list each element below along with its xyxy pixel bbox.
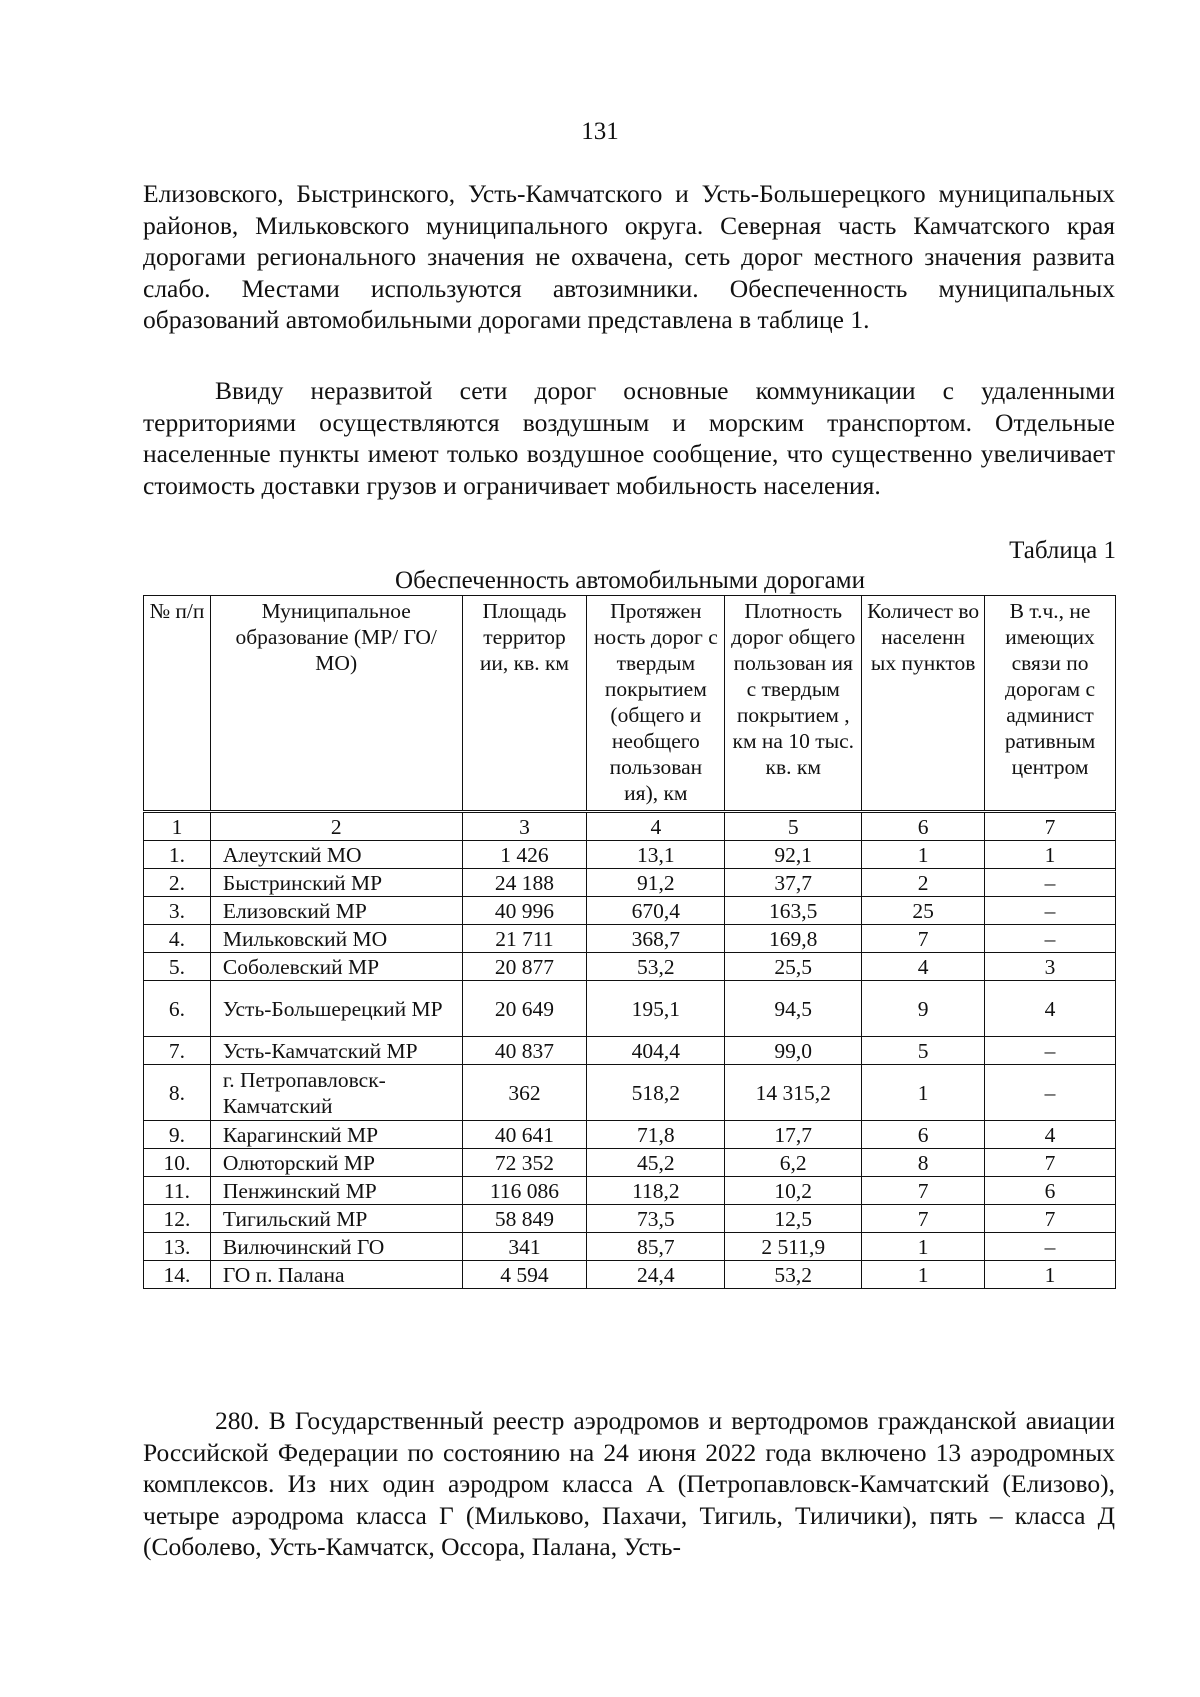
area-value: 4 594 [462, 1261, 587, 1289]
table-row [144, 981, 1116, 1037]
no-road-link-value: 4 [985, 1121, 1116, 1149]
settlements-value: 9 [862, 981, 985, 1037]
no-road-link-value: 7 [985, 1149, 1116, 1177]
settlements-value: 1 [862, 1233, 985, 1261]
municipality-name: Олюторский МР [210, 1149, 462, 1177]
row-number: 7. [144, 1037, 211, 1065]
table-row [144, 1121, 1116, 1149]
road-length-value: 670,4 [587, 897, 725, 925]
header-municipality: Муниципальное образование (МР/ ГО/МО) [210, 596, 462, 812]
area-value: 58 849 [462, 1205, 587, 1233]
road-density-value: 14 315,2 [725, 1065, 862, 1121]
table-row [144, 925, 1116, 953]
column-number: 2 [210, 812, 462, 841]
municipality-name: Усть-Большерецкий МР [210, 981, 462, 1037]
column-number: 1 [144, 812, 211, 841]
no-road-link-value: 4 [985, 981, 1116, 1037]
header-no-road-link: В т.ч., не имеющих связи по дорогам с админист ративным центром [985, 596, 1116, 812]
road-length-value: 518,2 [587, 1065, 725, 1121]
area-value: 20 649 [462, 981, 587, 1037]
road-density-value: 169,8 [725, 925, 862, 953]
area-value: 40 996 [462, 897, 587, 925]
row-number: 10. [144, 1149, 211, 1177]
settlements-value: 7 [862, 1177, 985, 1205]
no-road-link-value: – [985, 1233, 1116, 1261]
no-road-link-value: – [985, 925, 1116, 953]
column-number: 3 [462, 812, 587, 841]
no-road-link-value: 1 [985, 1261, 1116, 1289]
municipality-name: Пенжинский МР [210, 1177, 462, 1205]
settlements-value: 7 [862, 1205, 985, 1233]
table-header-row [144, 596, 1116, 812]
table-row [144, 841, 1116, 869]
road-density-value: 12,5 [725, 1205, 862, 1233]
header-num: № п/п [144, 596, 211, 812]
road-density-value: 17,7 [725, 1121, 862, 1149]
table-row [144, 897, 1116, 925]
table-row [144, 1065, 1116, 1121]
municipality-name: Карагинский МР [210, 1121, 462, 1149]
road-density-value: 99,0 [725, 1037, 862, 1065]
table-row [144, 953, 1116, 981]
municipality-name: Мильковский МО [210, 925, 462, 953]
table-row [144, 1233, 1116, 1261]
municipality-name: Елизовский МР [210, 897, 462, 925]
area-value: 24 188 [462, 869, 587, 897]
road-density-value: 6,2 [725, 1149, 862, 1177]
no-road-link-value: 3 [985, 953, 1116, 981]
settlements-value: 6 [862, 1121, 985, 1149]
table-row [144, 1205, 1116, 1233]
header-road-length: Протяжен ность дорог с твердым покрытием (общего и необщего пользован ия), км [587, 596, 725, 812]
column-number-row [144, 812, 1116, 841]
area-value: 40 837 [462, 1037, 587, 1065]
settlements-value: 1 [862, 841, 985, 869]
road-length-value: 368,7 [587, 925, 725, 953]
table-row [144, 1149, 1116, 1177]
settlements-value: 1 [862, 1261, 985, 1289]
no-road-link-value: – [985, 1065, 1116, 1121]
header-area: Площадь территор ии, кв. км [462, 596, 587, 812]
municipality-name: Тигильский МР [210, 1205, 462, 1233]
municipality-name: Усть-Камчатский МР [210, 1037, 462, 1065]
roads-table [143, 595, 1116, 1289]
road-density-value: 94,5 [725, 981, 862, 1037]
table-row [144, 1177, 1116, 1205]
road-density-value: 2 511,9 [725, 1233, 862, 1261]
road-length-value: 13,1 [587, 841, 725, 869]
row-number: 1. [144, 841, 211, 869]
area-value: 1 426 [462, 841, 587, 869]
row-number: 11. [144, 1177, 211, 1205]
column-number: 4 [587, 812, 725, 841]
row-number: 8. [144, 1065, 211, 1121]
row-number: 5. [144, 953, 211, 981]
area-value: 362 [462, 1065, 587, 1121]
municipality-name: ГО п. Палана [210, 1261, 462, 1289]
no-road-link-value: – [985, 1037, 1116, 1065]
row-number: 4. [144, 925, 211, 953]
road-length-value: 71,8 [587, 1121, 725, 1149]
area-value: 40 641 [462, 1121, 587, 1149]
column-number: 7 [985, 812, 1116, 841]
header-settlements: Количест во населенн ых пунктов [862, 596, 985, 812]
road-density-value: 10,2 [725, 1177, 862, 1205]
road-density-value: 37,7 [725, 869, 862, 897]
municipality-name: г. Петропавловск-Камчатский [210, 1065, 462, 1121]
row-number: 13. [144, 1233, 211, 1261]
area-value: 72 352 [462, 1149, 587, 1177]
road-density-value: 53,2 [725, 1261, 862, 1289]
settlements-value: 7 [862, 925, 985, 953]
no-road-link-value: 1 [985, 841, 1116, 869]
no-road-link-value: – [985, 869, 1116, 897]
area-value: 20 877 [462, 953, 587, 981]
table-row [144, 869, 1116, 897]
settlements-value: 8 [862, 1149, 985, 1177]
area-value: 21 711 [462, 925, 587, 953]
row-number: 2. [144, 869, 211, 897]
table-label: Таблица 1 [1009, 537, 1116, 564]
row-number: 14. [144, 1261, 211, 1289]
paragraph-3: 280. В Государственный реестр аэродромов и вертодромов гражданской авиации Российской Федерации по состоянию на 24 июня 2022 года включено 13 аэродромных комплексов. Из них один аэродром класса А (Петропавловск-Камчатский (Елизово), четыре аэродрома класса Г (Мильково, Пахачи, Тигиль, Тиличики), пять – класса Д (Соболево, Усть-Камчатск, Оссора, Палана, Усть- [143, 1406, 1115, 1561]
road-length-value: 73,5 [587, 1205, 725, 1233]
header-road-density: Плотность дорог общего пользован ия с твердым покрытием , км на 10 тыс. кв. км [725, 596, 862, 812]
road-length-value: 85,7 [587, 1233, 725, 1261]
settlements-value: 4 [862, 953, 985, 981]
road-length-value: 53,2 [587, 953, 725, 981]
no-road-link-value: – [985, 897, 1116, 925]
page-number: 131 [581, 118, 619, 145]
road-length-value: 404,4 [587, 1037, 725, 1065]
settlements-value: 1 [862, 1065, 985, 1121]
road-length-value: 118,2 [587, 1177, 725, 1205]
no-road-link-value: 7 [985, 1205, 1116, 1233]
municipality-name: Алеутский МО [210, 841, 462, 869]
column-number: 6 [862, 812, 985, 841]
road-density-value: 92,1 [725, 841, 862, 869]
row-number: 12. [144, 1205, 211, 1233]
table-row [144, 1261, 1116, 1289]
road-length-value: 195,1 [587, 981, 725, 1037]
road-length-value: 24,4 [587, 1261, 725, 1289]
paragraph-2: Ввиду неразвитой сети дорог основные коммуникации с удаленными территориями осуществляются воздушным и морским транспортом. Отдельные населенные пункты имеют только воздушное сообщение, что существенно увеличивает стоимость доставки грузов и ограничивает мобильность населения. [143, 376, 1115, 500]
municipality-name: Соболевский МР [210, 953, 462, 981]
settlements-value: 25 [862, 897, 985, 925]
area-value: 341 [462, 1233, 587, 1261]
row-number: 6. [144, 981, 211, 1037]
road-length-value: 45,2 [587, 1149, 725, 1177]
table-title: Обеспеченность автомобильными дорогами [395, 567, 865, 594]
area-value: 116 086 [462, 1177, 587, 1205]
road-length-value: 91,2 [587, 869, 725, 897]
road-density-value: 25,5 [725, 953, 862, 981]
road-density-value: 163,5 [725, 897, 862, 925]
column-number: 5 [725, 812, 862, 841]
table-row [144, 1037, 1116, 1065]
row-number: 3. [144, 897, 211, 925]
municipality-name: Вилючинский ГО [210, 1233, 462, 1261]
settlements-value: 2 [862, 869, 985, 897]
no-road-link-value: 6 [985, 1177, 1116, 1205]
row-number: 9. [144, 1121, 211, 1149]
municipality-name: Быстринский МР [210, 869, 462, 897]
settlements-value: 5 [862, 1037, 985, 1065]
paragraph-1: Елизовского, Быстринского, Усть-Камчатского и Усть-Большерецкого муниципальных районов, Мильковского муниципального округа. Северная часть Камчатского края дорогами регионального значения не охвачена, сеть дорог местного значения развита слабо. Местами используются автозимники. Обеспеченность муниципальных образований автомобильными дорогами представлена в таблице 1. [143, 179, 1115, 334]
